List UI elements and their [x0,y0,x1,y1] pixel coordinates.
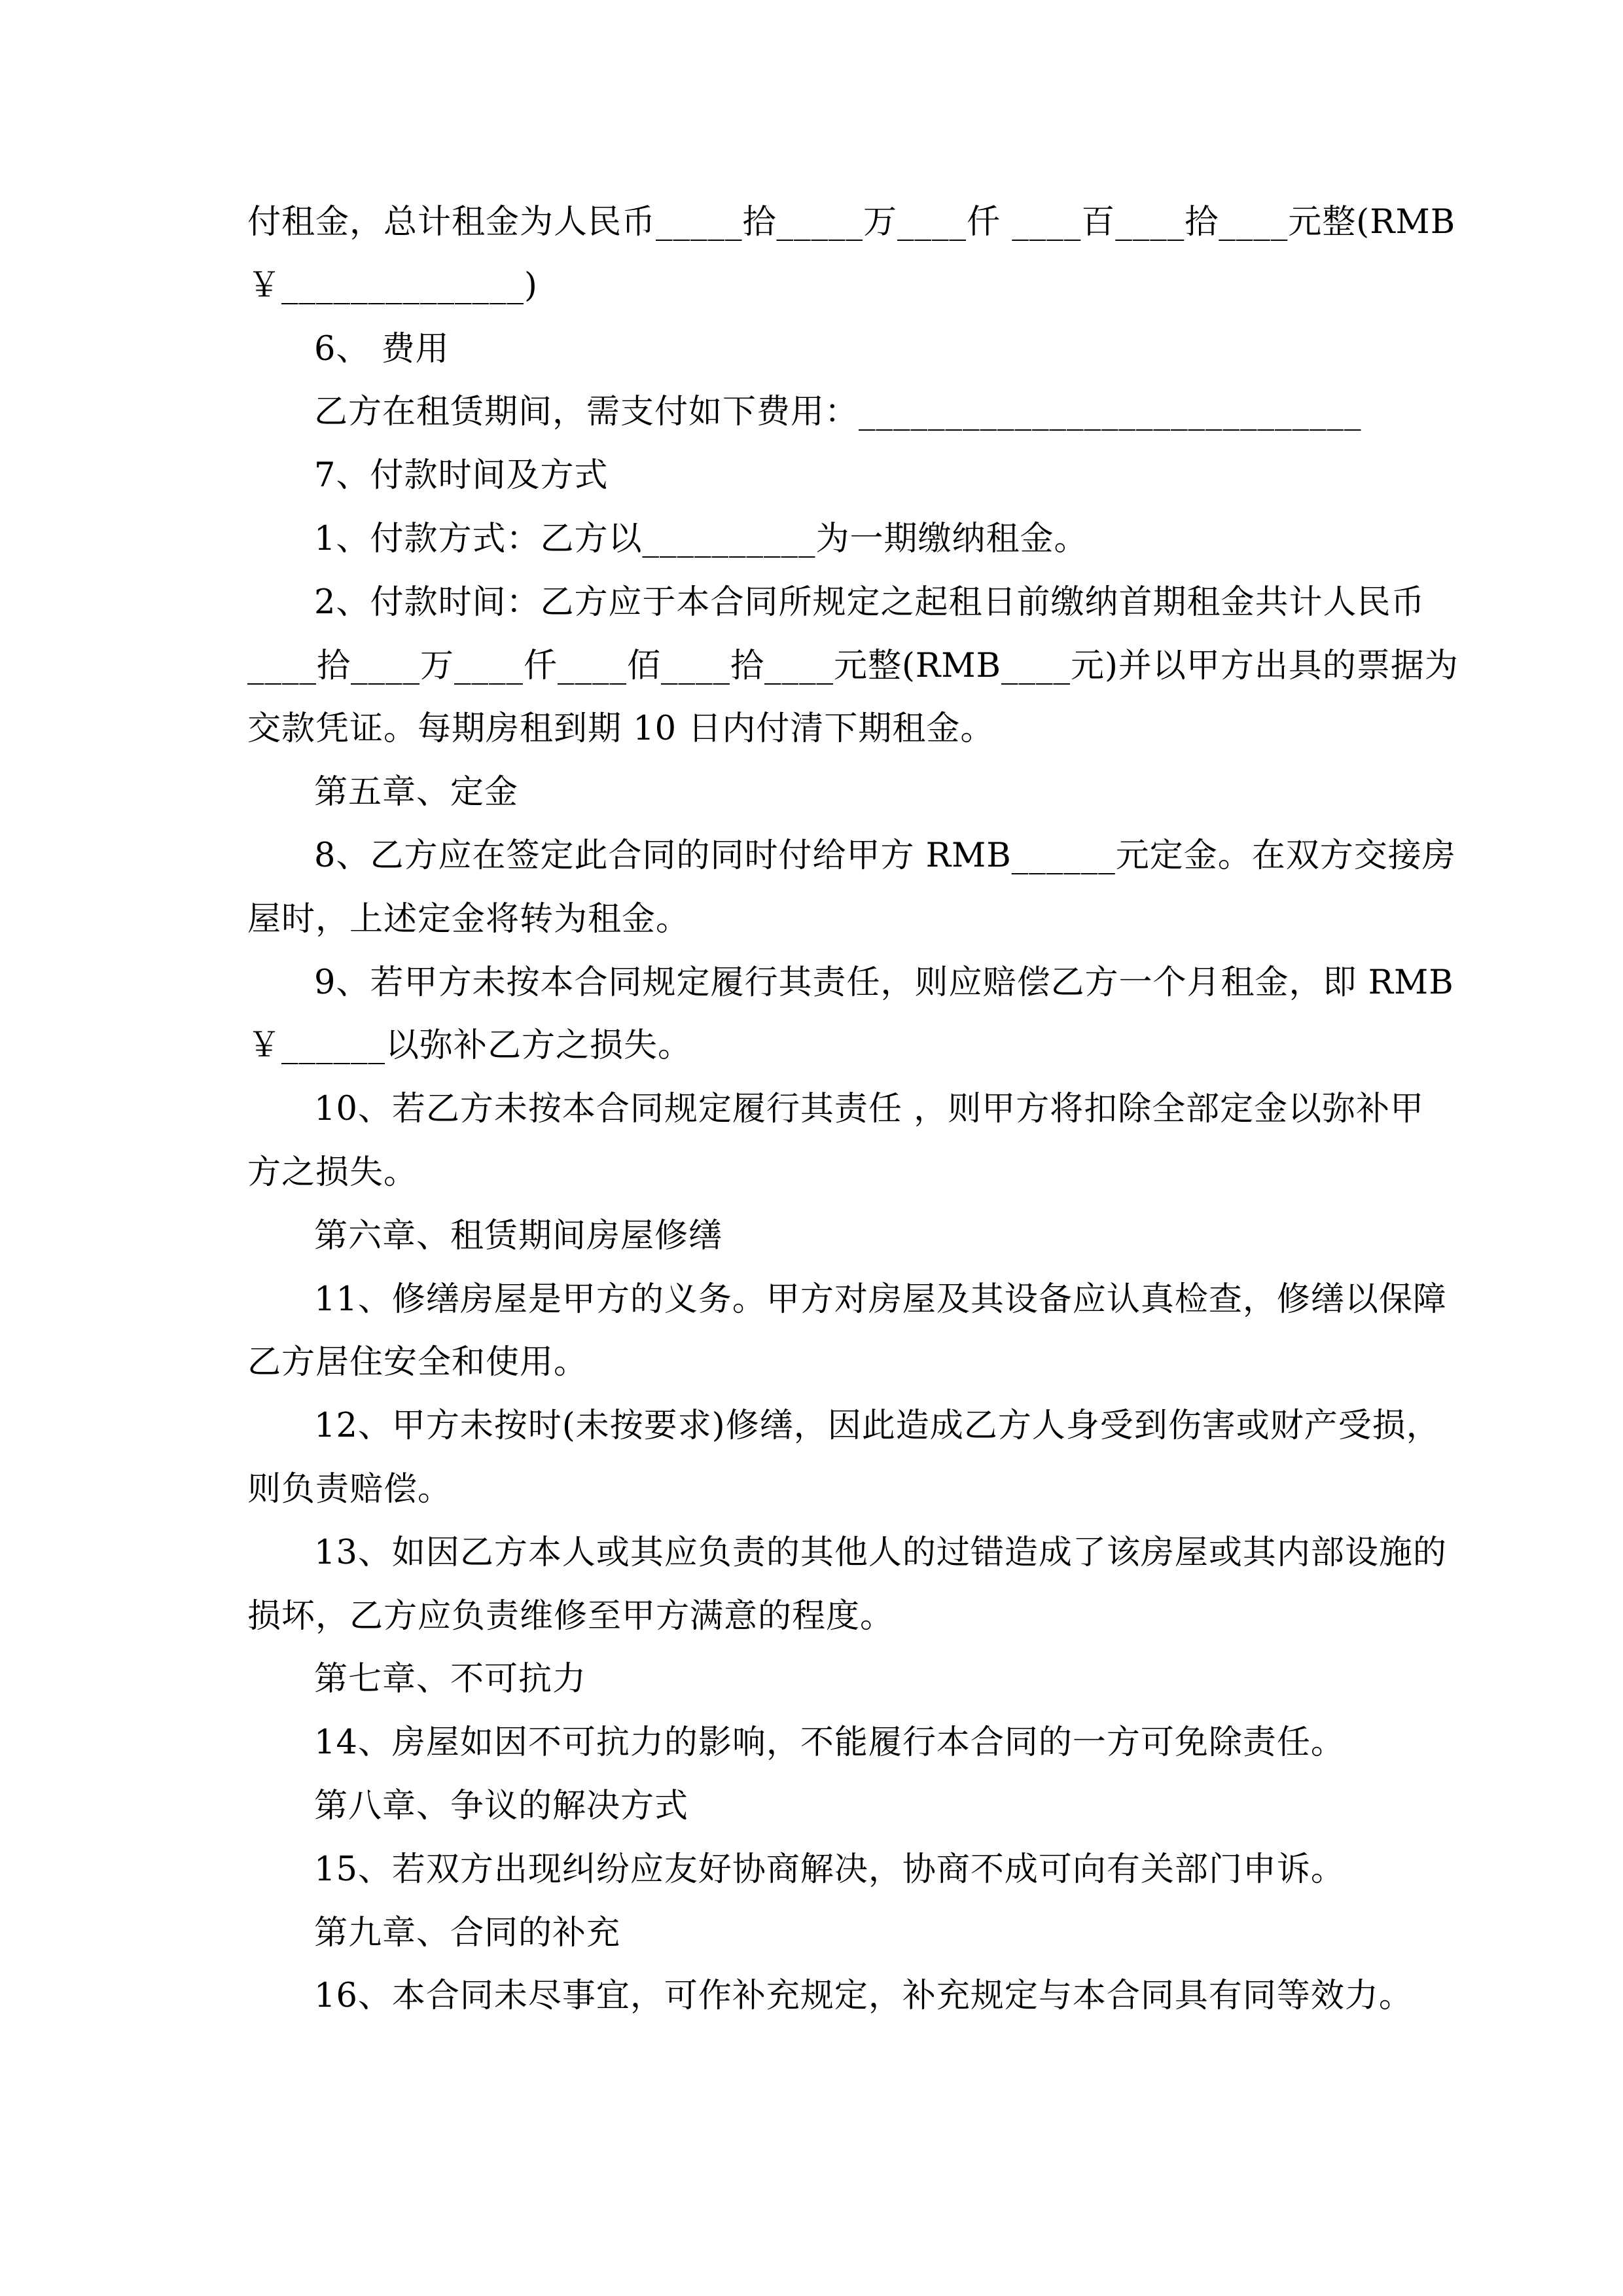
text-line: 10、若乙方未按本合同规定履行其责任 ，则甲方将扣除全部定金以弥补甲 [314,1090,1425,1129]
text-line: 8、乙方应在签定此合同的同时付给甲方 RMB______元定金。在双方交接房 [314,836,1456,875]
text-line: 乙方居住安全和使用。 [247,1343,588,1382]
text-line: 方之损失。 [247,1153,418,1192]
text-line: 12、甲方未按时(未按要求)修缮，因此造成乙方人身受到伤害或财产受损， [314,1407,1440,1446]
text-line: 第九章、合同的补充 [314,1913,621,1952]
text-line: 付租金，总计租金为人民币_____拾_____万____仟 ____百____拾____元整(RMB [247,203,1456,242]
text-line: 11、修缮房屋是甲方的义务。甲方对房屋及其设备应认真检查，修缮以保障 [314,1280,1447,1319]
text-line: ￥______________) [247,266,538,305]
text-line: 14、房屋如因不可抗力的影响，不能履行本合同的一方可免除责任。 [314,1723,1345,1763]
text-line: 交款凭证。每期房租到期 10 日内付清下期租金。 [247,709,995,749]
text-line: 第五章、定金 [314,773,519,812]
text-line: 6、 费用 [314,329,450,368]
text-line: 损坏，乙方应负责维修至甲方满意的程度。 [247,1596,895,1636]
text-line: 13、如因乙方本人或其应负责的其他人的过错造成了该房屋或其内部设施的 [314,1533,1447,1572]
text-line: 则负责赔偿。 [247,1469,452,1509]
text-line: ￥______以弥补乙方之损失。 [247,1026,692,1066]
text-line: 第七章、不可抗力 [314,1660,587,1699]
text-line: 9、若甲方未按本合同规定履行其责任，则应赔偿乙方一个月租金，即 RMB [314,963,1454,1002]
text-line: ____拾____万____仟____佰____拾____元整(RMB____元)并以甲方出具的票据为 [247,646,1459,685]
text-line: 1、付款方式：乙方以__________为一期缴纳租金。 [314,519,1088,558]
text-line: 乙方在租赁期间，需支付如下费用：_____________________________ [314,393,1362,432]
text-line: 15、若双方出现纠纷应友好协商解决，协商不成可向有关部门申诉。 [314,1850,1345,1889]
text-line: 7、付款时间及方式 [314,456,609,495]
text-line: 第八章、争议的解决方式 [314,1786,689,1825]
text-line: 2、付款时间：乙方应于本合同所规定之起租日前缴纳首期租金共计人民币 [314,583,1425,622]
text-line: 16、本合同未尽事宜，可作补充规定，补充规定与本合同具有同等效力。 [314,1977,1413,2016]
text-line: 第六章、租赁期间房屋修缮 [314,1216,723,1255]
contract-text-block [247,191,1459,2028]
text-line: 屋时，上述定金将转为租金。 [247,899,690,939]
